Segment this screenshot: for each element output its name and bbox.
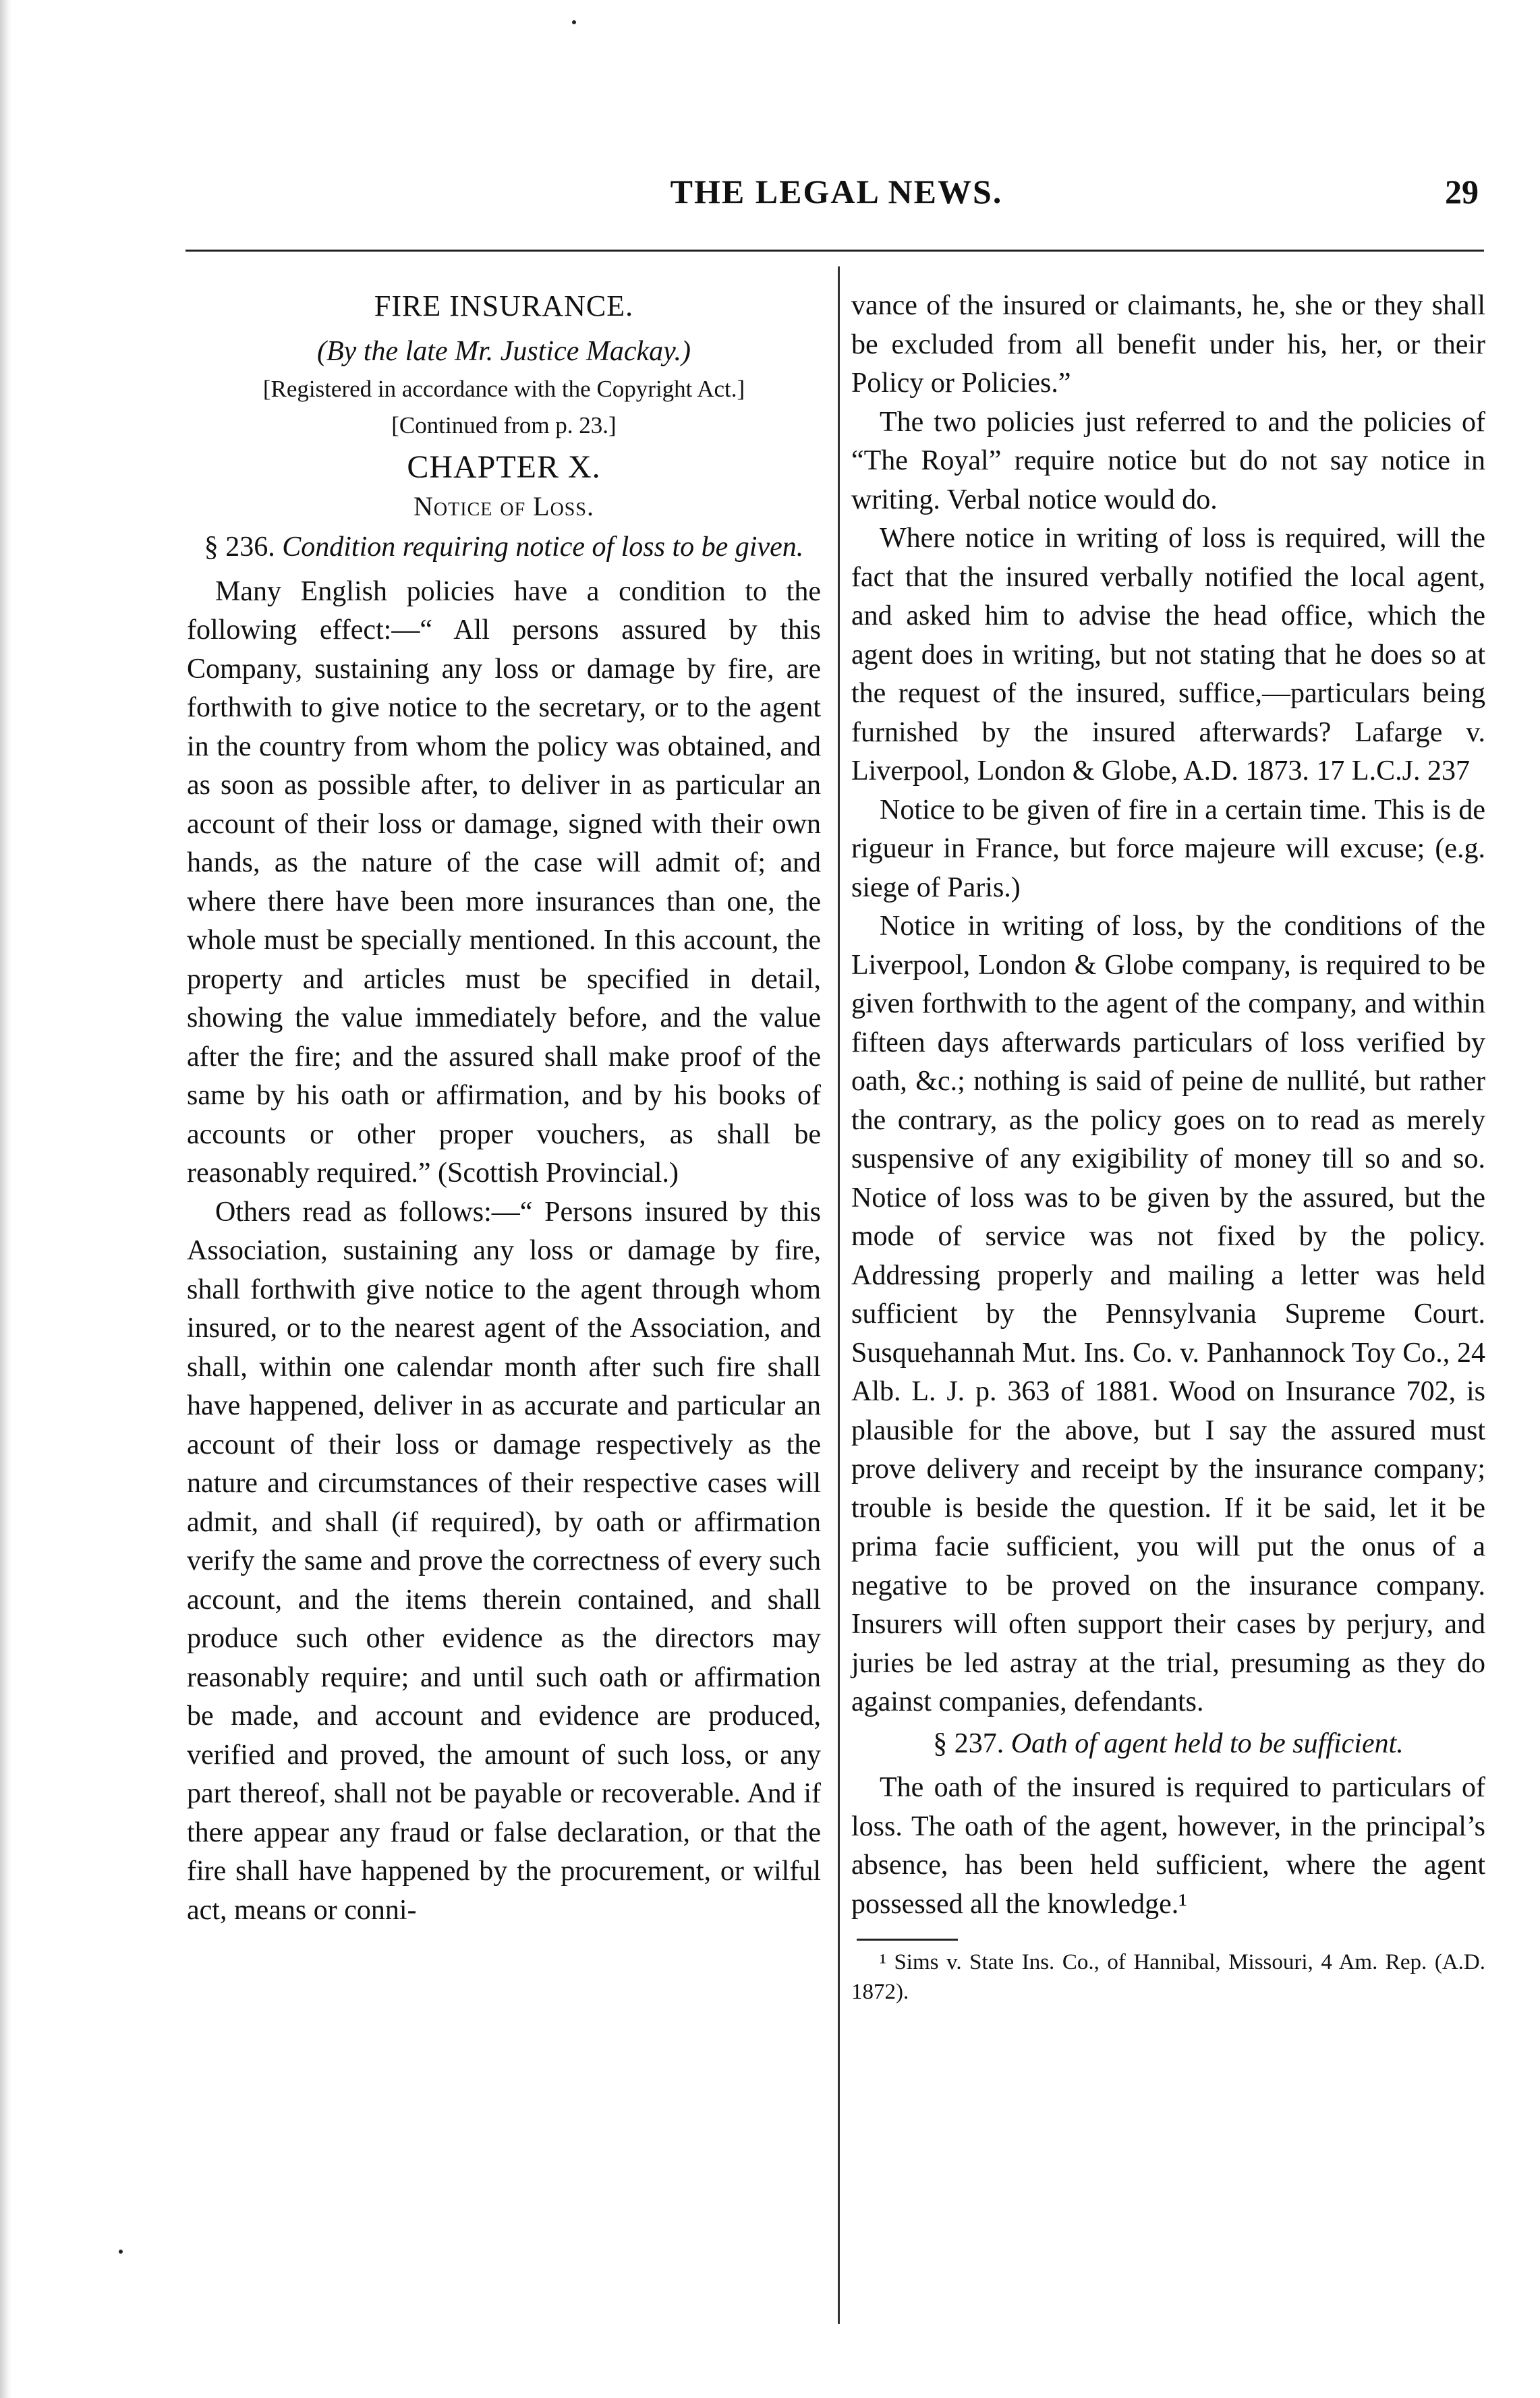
- scan-speck: [119, 2250, 123, 2254]
- paragraph-continuation: vance of the insured or claimants, he, she or they shall be excluded from all benefit under his, her, or their Policy or Policies.”: [851, 290, 1485, 399]
- header-rule: [186, 250, 1484, 252]
- column-divider: [838, 266, 840, 2324]
- paragraph: Many English policies have a condition to the following effect:—“ All persons assured by this Company, sustaining any loss or damage by fire, are forthwith to give notice to the secretary, or to the agent in the country from whom the policy was obtained, and as soon as possible after, to deliver in as particular an account of their loss or damage, signed with their own hands, as the nature of the case will admit of; and where there have been more insurances than one, the whole must be specially mentioned. In this account, the property and articles must be specified in detail, showing the value immediately before, and the value after the fire; and the assured shall make proof of the same by his oath or affirmation, and by his books of accounts or other proper vouchers, as shall be reasonably required.” (Scottish Provincial.): [187, 575, 821, 1189]
- continued-note: [Continued from p. 23.]: [391, 412, 617, 438]
- section-237-number: § 237.: [933, 1728, 1004, 1759]
- paragraph: The two policies just referred to and the policies of “The Royal” require notice but do not say notice in writing. Verbal notice would do.: [851, 406, 1485, 515]
- paragraph: Notice to be given of fire in a certain time. This is de rigueur in France, but force majeure will excuse; (e.g. siege of Paris.): [851, 794, 1485, 903]
- paragraph: The oath of the insured is required to particulars of loss. The oath of the agent, however, in the principal’s absence, has been held sufficient, where the agent possessed all the knowledge.¹: [851, 1772, 1485, 1920]
- chapter-heading: CHAPTER X.: [407, 449, 601, 485]
- chapter-subtitle: Notice of Loss.: [413, 490, 594, 521]
- article-title: FIRE INSURANCE.: [374, 289, 634, 322]
- paragraph: Where notice in writing of loss is required, will the fact that the insured verbally notified the local agent, and asked him to advise the head office, which the agent does in writing, but not stating that he does so at the request of the insured, suffice,—particulars being furnished by the insured afterwards? Lafarge v. Liverpool, London & Globe, A.D. 1873. 17 L.C.J. 237: [851, 523, 1485, 787]
- article-byline: (By the late Mr. Justice Mackay.): [317, 335, 691, 367]
- left-column: [187, 287, 821, 1930]
- paragraph: Others read as follows:—“ Persons insured by this Association, sustaining any loss or damage by fire, shall forthwith give notice to the agent through whom insured, or to the nearest agent of the Association, and shall, within one calendar month after such fire shall have happened, deliver in as accurate and particular an account of their loss or damage respectively as the nature and circumstances of their respective cases will admit, and shall (if required), by oath or affirmation verify the same and prove the correctness of every such account, and the items therein contained, and shall produce such other evidence as the directors may reasonably require; and until such oath or affirmation be made, and account and evidence are produced, verified and proved, the amount of such loss, or any part thereof, shall not be payable or recoverable. And if there appear any fraud or false declaration, or that the fire shall have happened by the procurement, or wilful act, means or conni-: [187, 1196, 821, 1926]
- scan-margin-shadow: [0, 0, 12, 2398]
- paragraph: Notice in writing of loss, by the conditions of the Liverpool, London & Globe company, is required to be given forthwith to the agent of the company, and within fifteen days afterwards particulars of loss verified by oath, &c.; nothing is said of peine de nullité, but rather the contrary, as the policy goes on to read as merely suspensive of any exigibility of money till so and so. Notice of loss was to be given by the assured, but the mode of service was not fixed by the policy. Addressing properly and mailing a letter was held sufficient by the Pennsylvania Supreme Court. Susquehannah Mut. Ins. Co. v. Panhannock Toy Co., 24 Alb. L. J. p. 363 of 1881. Wood on Insurance 702, is plausible for the above, but I say the assured must prove delivery and receipt by the insurance company; trouble is beside the question. If it be said, let it be prima facie sufficient, you will put the onus of a negative to be proved on the insurance company. Insurers will often support their cases by perjury, and juries be led astray at the trial, presuming as they do against companies, defendants.: [851, 911, 1485, 1717]
- section-237-heading: [851, 1725, 1485, 1764]
- copyright-note: [Registered in accordance with the Copyright Act.]: [262, 376, 745, 402]
- page-header: [189, 172, 1484, 226]
- page-number: 29: [1445, 173, 1479, 210]
- section-236-title: Condition requiring notice of loss to be given.: [282, 532, 804, 563]
- footnote: ¹ Sims v. State Ins. Co., of Hannibal, Missouri, 4 Am. Rep. (A.D. 1872).: [851, 1950, 1485, 2004]
- section-237-title: Oath of agent held to be sufficient.: [1010, 1728, 1404, 1759]
- running-title: THE LEGAL NEWS.: [670, 173, 1003, 210]
- right-column: [851, 287, 1485, 2007]
- footnote-rule: [857, 1939, 958, 1941]
- section-236-heading: [187, 528, 821, 567]
- scan-speck: [572, 20, 576, 24]
- section-236-number: § 236.: [204, 532, 275, 563]
